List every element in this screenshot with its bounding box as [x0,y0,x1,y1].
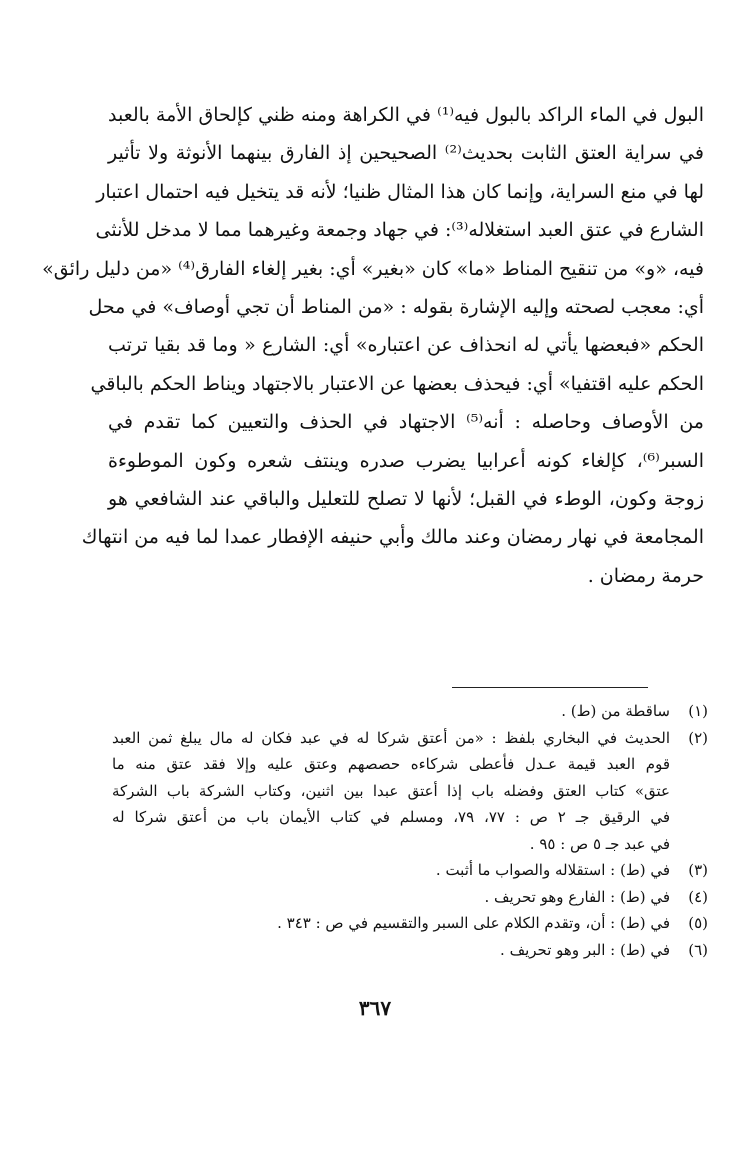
footnote-4 [108,884,708,911]
text-line: حرمة رمضان . [587,564,704,587]
text-line: فيه، «و» من تنقيح المناط «ما» كان «بغير» أي: بغير إلغاء الفارق⁽⁴⁾ «من دليل رائق» [42,257,704,280]
text-line: البول في الماء الراكد بالبول فيه⁽¹⁾ في الكراهة ومنه ظني كإلحاق الأمة بالعبد [108,104,704,126]
text-line: من الأوصاف وحاصله : أنه⁽⁵⁾ الاجتهاد في الحذف والتعيين كما تقدم في [108,411,704,434]
footnote-number: (٢) [688,728,708,747]
text-line: الشارع في عتق العبد استغلاله⁽³⁾: في جهاد وجمعة وغيرهما مما لا مدخل للأنثى [95,219,704,242]
footnotes-block [108,698,708,963]
footnote-text: قوم العبد قيمة عـدل فأعطى شركاءه حصصهم وعتق عليه وإلا فقد عتق منه ما [112,755,670,773]
footnote-6 [108,937,708,964]
footnote-2 [108,725,708,752]
main-text-block [42,96,704,595]
text-line: في سراية العتق الثابت بحديث⁽²⁾ الصحيحين إذ الفارق بينهما الأنوثة ولا تأثير [108,142,704,165]
footnote-number: (٦) [688,940,708,959]
footnote-text: في الرقيق جـ ٢ ص : ٧٧، ٧٩، ومسلم في كتاب الأيمان باب من أعتق شركا له [112,808,670,826]
footnote-5 [108,910,708,937]
footnote-number [670,804,708,831]
footnote-number [670,778,708,805]
text-line: المجامعة في نهار رمضان وعند مالك وأبي حنيفه الإفطار عمدا لما فيه من انتهاك [81,526,704,549]
footnote-1 [108,698,708,725]
footnote-2-continued [108,751,708,778]
text-line: الحكم «فبعضها يأتي له انحذاف عن اعتباره» أي: الشارع « وما قد بقيا ترتب [108,334,704,357]
text-line: أي: معجب لصحته وإليه الإشارة بقوله : «من المناط أن تجي أوصاف» في محل [88,295,704,318]
footnote-text: في (ط) : البر وهو تحريف . [500,940,670,959]
footnote-text: في (ط) : أن، وتقدم الكلام على السبر والتقسيم في ص : ٣٤٣ . [277,914,670,932]
footnote-number [670,831,708,858]
text-line: زوجة وكون، الوطء في القبل؛ لأنها لا تصلح للتعليل والباقي عند الشافعي هو [108,487,704,510]
footnote-text: في (ط) : استقلاله والصواب ما أثبت . [435,861,670,879]
footnote-3 [108,857,708,884]
footnote-number [670,751,708,778]
footnote-2-continued [108,778,708,805]
text-line: الحكم عليه اقتفيا» أي: فيحذف بعضها عن الاعتبار بالاجتهاد ويناط الحكم بالباقي [90,372,704,395]
footnote-separator [452,687,648,688]
text-line: السبر⁽⁶⁾، كإلغاء كونه أعرابيا يضرب صدره وينتف شعره وكون الموطوءة [108,449,704,472]
footnote-text: في (ط) : الفارع وهو تحريف . [484,887,670,906]
footnote-number: (١) [688,702,708,720]
footnote-text: ساقطة من (ط) . [561,702,670,720]
footnote-text: في عبد جـ ٥ ص : ٩٥ . [529,834,670,853]
footnote-number: (٤) [688,887,708,906]
page-number: ٣٦٧ [358,996,392,1020]
footnote-number: (٣) [688,861,708,879]
footnote-text: عتق» كتاب العتق وفضله باب إذا أعتق عبدا بين اثنين، وكتاب الشركة باب الشركة [112,781,670,800]
footnote-2-continued [108,804,708,831]
text-line: لها في منع السراية، وإنما كان هذا المثال ظنيا؛ لأنه قد يتخيل فيه احتمال اعتبار [96,180,704,203]
footnote-number: (٥) [688,914,708,932]
footnote-text: الحديث في البخاري بلفظ : «من أعتق شركا له في عبد فكان له مال يبلغ ثمن العبد [112,728,670,747]
footnote-2-continued [108,831,708,858]
